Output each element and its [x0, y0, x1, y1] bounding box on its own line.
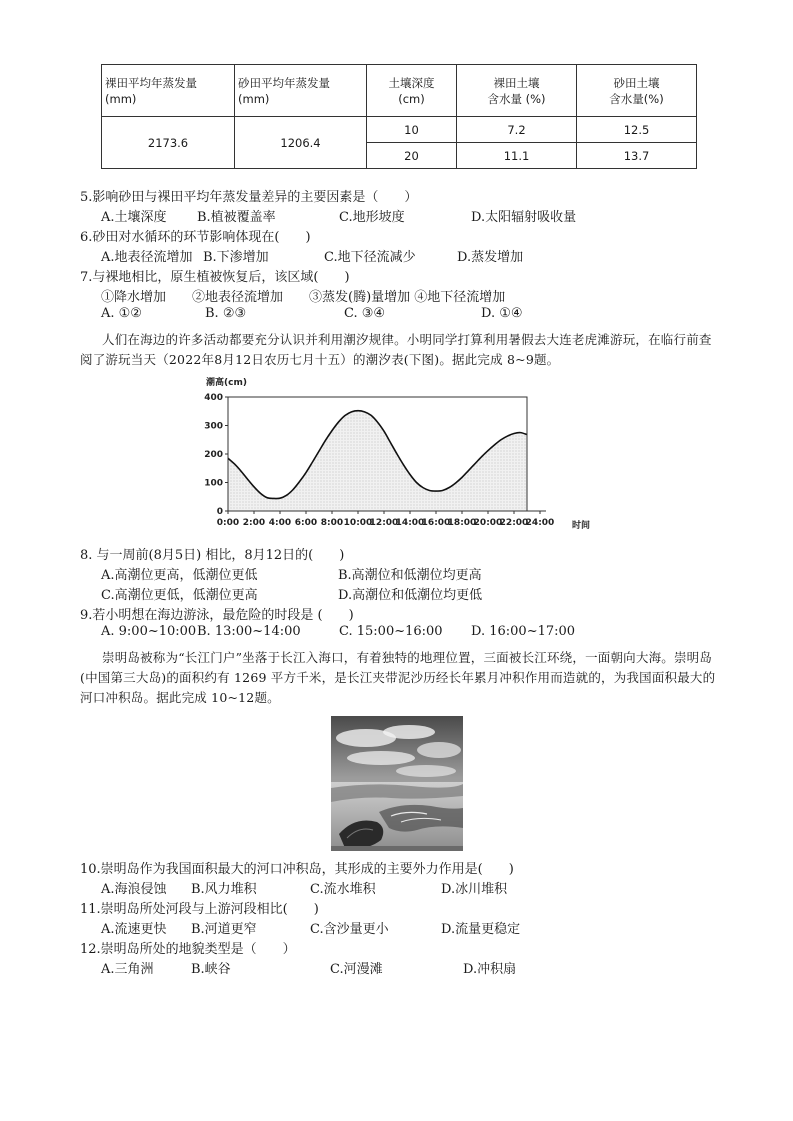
- question-7-stem: 7.与裸地相比，原生植被恢复后，该区域( ): [80, 270, 350, 285]
- y-tick-label: 400: [204, 393, 223, 403]
- header-sand-evap: 砂田平均年蒸发量 (mm): [235, 65, 367, 117]
- option-a[interactable]: A.高潮位更高，低潮位更低: [101, 568, 258, 583]
- chart-ylabel: 潮高(cm): [206, 378, 247, 388]
- option-d[interactable]: D.蒸发增加: [457, 250, 524, 265]
- tide-area-fill: [228, 411, 527, 511]
- y-tick-label: 200: [204, 450, 223, 460]
- x-tick-label: 20:00: [473, 518, 503, 528]
- question-7-items: ①降水增加 ②地表径流增加 ③蒸发(腾)量增加 ④地下径流增加: [101, 290, 506, 305]
- passage-tide: 人们在海边的许多活动都要充分认识并利用潮汐规律。小明同学打算利用暑假去大连老虎滩游玩，在临行前查阅了游玩当天（2022年8月12日农历七月十五）的潮汐表(下图)。据此完成 8~9题。: [80, 332, 712, 367]
- cell-depth: 20: [367, 143, 457, 169]
- option-b[interactable]: B.河道更窄: [191, 922, 257, 937]
- question-11-stem: 11.崇明岛所处河段与上游河段相比( ): [80, 902, 319, 917]
- option-d[interactable]: D.冲积扇: [463, 962, 517, 977]
- x-tick-label: 8:00: [320, 518, 344, 528]
- header-soil-depth: 土壤深度 (cm): [367, 65, 457, 117]
- option-a[interactable]: A.三角洲: [101, 962, 154, 977]
- option-a[interactable]: A.土壤深度: [101, 210, 167, 225]
- question-9-stem: 9.若小明想在海边游泳，最危险的时段是 ( ): [80, 608, 354, 623]
- option-b[interactable]: B.下渗增加: [203, 250, 269, 265]
- tide-chart: [200, 372, 600, 534]
- question-6-stem: 6.砂田对水循环的环节影响体现在( ): [80, 230, 311, 245]
- option-c[interactable]: C.高潮位更低，低潮位更高: [101, 588, 258, 603]
- option-c[interactable]: C. 15:00~16:00: [339, 624, 443, 639]
- option-b[interactable]: B.风力堆积: [191, 882, 257, 897]
- y-tick-label: 100: [204, 478, 223, 489]
- option-d[interactable]: D.太阳辐射吸收量: [471, 210, 577, 225]
- chart-plot-area: [228, 411, 527, 511]
- x-tick-label: 4:00: [268, 518, 292, 528]
- x-tick-label: 18:00: [447, 518, 477, 528]
- x-tick-label: 0:00: [216, 518, 240, 528]
- header-bare-evap: 裸田平均年蒸发量 (mm): [102, 65, 235, 117]
- x-tick-label: 10:00: [343, 518, 373, 528]
- x-tick-label: 24:00: [525, 518, 555, 528]
- option-c[interactable]: C.河漫滩: [330, 962, 383, 977]
- option-c[interactable]: C.流水堆积: [310, 882, 376, 897]
- option-d[interactable]: D. ①④: [481, 306, 523, 321]
- option-c[interactable]: C. ③④: [344, 306, 386, 321]
- option-d[interactable]: D.冰川堆积: [441, 882, 508, 897]
- evaporation-table: [101, 64, 697, 169]
- option-a[interactable]: A. 9:00~10:00: [101, 624, 197, 639]
- option-d[interactable]: D. 16:00~17:00: [471, 624, 576, 639]
- x-tick-label: 12:00: [369, 518, 399, 528]
- option-b[interactable]: B.植被覆盖率: [197, 210, 276, 225]
- cell-bare-moisture: 7.2: [457, 117, 577, 143]
- x-tick-label: 14:00: [395, 518, 425, 528]
- chongming-island-photo: [331, 716, 463, 851]
- header-bare-moisture: 裸田土壤 含水量 (%): [457, 65, 577, 117]
- question-8-stem: 8. 与一周前(8月5日) 相比，8月12日的( ): [80, 548, 345, 563]
- question-5-stem: 5.影响砂田与裸田平均年蒸发量差异的主要因素是（ ）: [80, 190, 418, 205]
- passage-chongming: 崇明岛被称为“长江门户”坐落于长江入海口，有着独特的地理位置，三面被长江环绕，一面朝向大海。崇明岛(中国第三大岛)的面积约有 1269 平方千米，是长江夹带泥沙历经长年累月冲积作用而造就的，为我国面积最大的河口冲积岛。据此完成 10~12题。: [80, 650, 716, 705]
- option-c[interactable]: C.地形坡度: [339, 210, 405, 225]
- cell-bare-moisture: 11.1: [457, 143, 577, 169]
- x-tick-label: 16:00: [421, 518, 451, 528]
- cell-sand-moisture: 12.5: [577, 117, 697, 143]
- cell-sand-evap-value: 1206.4: [235, 117, 367, 169]
- x-tick-label: 2:00: [242, 518, 266, 528]
- option-a[interactable]: A.流速更快: [101, 922, 167, 937]
- option-d[interactable]: D.高潮位和低潮位均更低: [338, 588, 483, 603]
- header-sand-moisture: 砂田土壤 含水量(%): [577, 65, 697, 117]
- x-tick-label: 22:00: [499, 518, 529, 528]
- y-tick-label: 300: [204, 421, 223, 432]
- chart-xlabel: 时间: [572, 521, 591, 531]
- cell-bare-evap-value: 2173.6: [102, 117, 235, 169]
- option-b[interactable]: B. 13:00~14:00: [197, 624, 301, 639]
- cell-sand-moisture: 13.7: [577, 143, 697, 169]
- option-a[interactable]: A. ①②: [101, 306, 142, 321]
- option-a[interactable]: A.地表径流增加: [101, 250, 193, 265]
- cell-depth: 10: [367, 117, 457, 143]
- option-c[interactable]: C.含沙量更小: [310, 922, 389, 937]
- question-12-stem: 12.崇明岛所处的地貌类型是（ ）: [80, 942, 296, 957]
- option-d[interactable]: D.流量更稳定: [441, 922, 521, 937]
- option-a[interactable]: A.海浪侵蚀: [101, 882, 167, 897]
- y-tick-label: 0: [216, 507, 223, 517]
- option-b[interactable]: B. ②③: [205, 306, 247, 321]
- option-b[interactable]: B.高潮位和低潮位均更高: [338, 568, 482, 583]
- question-10-stem: 10.崇明岛作为我国面积最大的河口冲积岛，其形成的主要外力作用是( ): [80, 862, 514, 877]
- option-b[interactable]: B.峡谷: [191, 962, 231, 977]
- x-tick-label: 6:00: [294, 518, 318, 528]
- option-c[interactable]: C.地下径流减少: [324, 250, 416, 265]
